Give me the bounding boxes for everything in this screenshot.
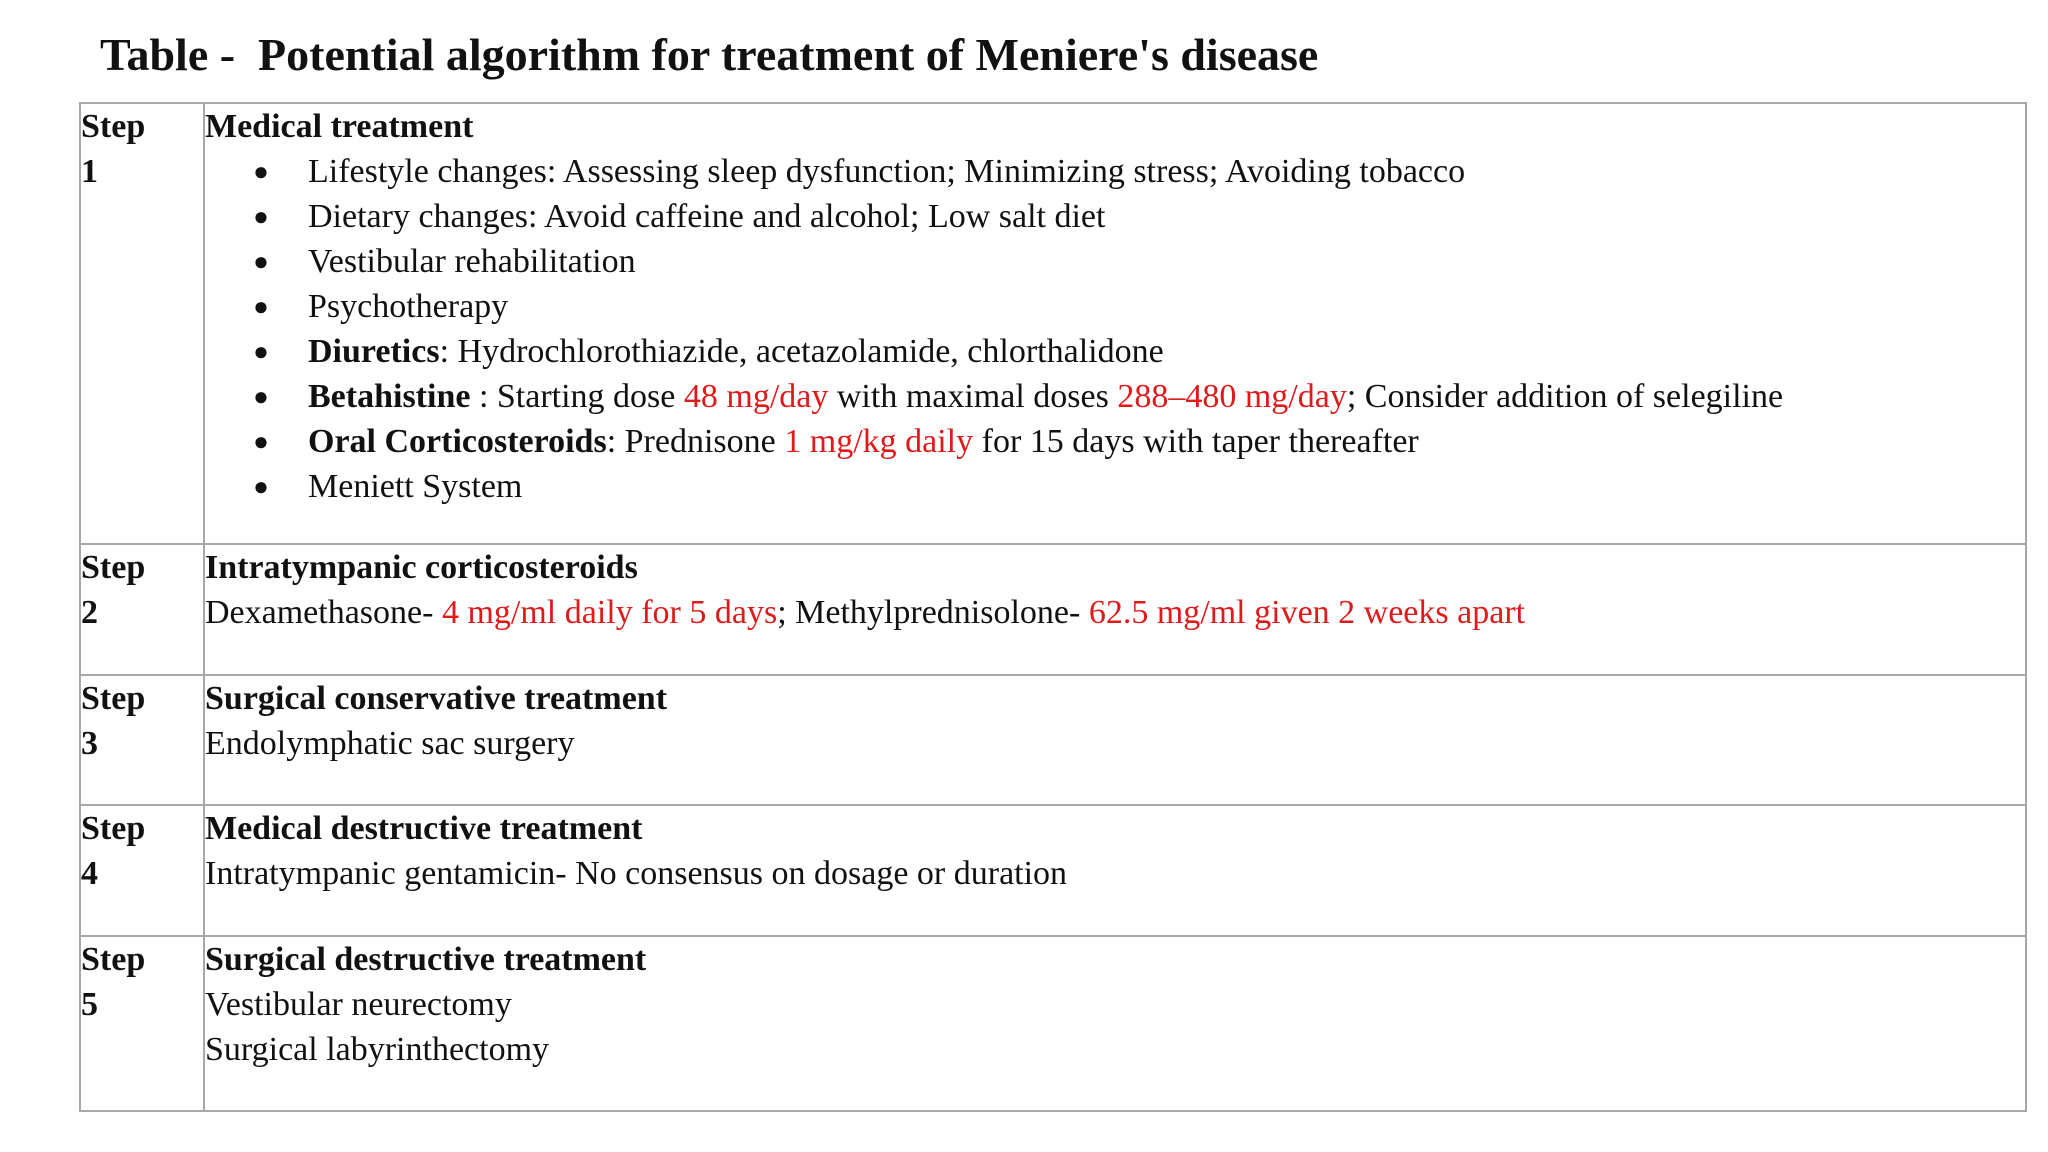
list-item	[205, 239, 2025, 284]
step-cell-5	[80, 936, 204, 1111]
bullet-icon: ●	[253, 292, 269, 321]
list-item-text: Dietary changes: Avoid caffeine and alcohol; Low salt diet	[308, 198, 1106, 235]
step-label: Step	[81, 108, 146, 145]
dose-highlight: 4 mg/ml daily for 5 days	[441, 594, 778, 631]
list-item-text: Meniett System	[308, 468, 523, 505]
line-text: ; Methylprednisolone-	[777, 594, 1089, 631]
bullet-list	[205, 149, 2025, 509]
treatment-line	[205, 590, 2025, 635]
treatment-line: Vestibular neurectomy	[205, 986, 512, 1023]
bullet-icon: ●	[253, 337, 269, 366]
step-number: 1	[81, 153, 98, 190]
dose-highlight: 48 mg/day	[683, 378, 829, 415]
list-item-text: : Starting dose	[470, 378, 684, 415]
step-label: Step	[81, 680, 146, 717]
bullet-icon: ●	[253, 247, 269, 276]
bullet-icon: ●	[253, 427, 269, 456]
step-number: 3	[81, 725, 98, 762]
treatment-line: Surgical labyrinthectomy	[205, 1031, 550, 1068]
list-item-text: Psychotherapy	[308, 288, 509, 325]
step-cell-3	[80, 675, 204, 805]
bullet-icon: ●	[253, 202, 269, 231]
list-item-text: for 15 days with taper thereafter	[973, 423, 1419, 460]
line-text: Dexamethasone-	[205, 594, 442, 631]
treatment-line: Endolymphatic sac surgery	[205, 725, 575, 762]
list-item	[205, 149, 2025, 194]
section-heading: Medical destructive treatment	[205, 810, 643, 847]
bullet-icon: ●	[253, 472, 269, 501]
list-item-text: Lifestyle changes: Assessing sleep dysfunction; Minimizing stress; Avoiding tobacco	[308, 153, 1466, 190]
step-label: Step	[81, 810, 146, 847]
content-cell-3	[204, 675, 2026, 805]
page-title: Table - Potential algorithm for treatment of Meniere's disease	[100, 29, 1319, 80]
table-row-step-4	[80, 805, 2026, 936]
step-cell-2	[80, 544, 204, 675]
step-number: 5	[81, 986, 98, 1023]
dose-highlight: 62.5 mg/ml given 2 weeks apart	[1088, 594, 1526, 631]
treatment-line: Intratympanic gentamicin- No consensus on dosage or duration	[205, 855, 1068, 892]
table-row-step-5	[80, 936, 2026, 1111]
list-item	[205, 464, 2025, 509]
list-item-text: Vestibular rehabilitation	[308, 243, 636, 280]
step-number: 2	[81, 594, 98, 631]
content-cell-1	[204, 103, 2026, 544]
section-heading: Surgical conservative treatment	[205, 680, 668, 717]
bullet-icon: ●	[253, 157, 269, 186]
step-label: Step	[81, 941, 146, 978]
list-item	[205, 374, 2025, 419]
list-item	[205, 419, 2025, 464]
treatment-algorithm-table	[79, 102, 2027, 1112]
list-item	[205, 194, 2025, 239]
list-item	[205, 284, 2025, 329]
step-label: Step	[81, 549, 146, 586]
content-cell-4	[204, 805, 2026, 936]
list-item-text: ; Consider addition of selegiline	[1346, 378, 1784, 415]
drug-class-label: Betahistine	[308, 378, 471, 415]
table-row-step-3	[80, 675, 2026, 805]
list-item	[205, 329, 2025, 374]
step-cell-4	[80, 805, 204, 936]
list-item-text: : Hydrochlorothiazide, acetazolamide, chlorthalidone	[439, 333, 1164, 370]
table-row-step-2	[80, 544, 2026, 675]
content-cell-5	[204, 936, 2026, 1111]
section-heading: Surgical destructive treatment	[205, 941, 647, 978]
dose-highlight: 288–480 mg/day	[1117, 378, 1347, 415]
section-heading: Intratympanic corticosteroids	[205, 549, 638, 586]
list-item-text: with maximal doses	[828, 378, 1118, 415]
drug-class-label: Diuretics	[308, 333, 440, 370]
content-cell-2	[204, 544, 2026, 675]
list-item-text: : Prednisone	[606, 423, 785, 460]
bullet-icon: ●	[253, 382, 269, 411]
step-number: 4	[81, 855, 98, 892]
dose-highlight: 1 mg/kg daily	[784, 423, 974, 460]
section-heading: Medical treatment	[205, 108, 474, 145]
drug-class-label: Oral Corticosteroids	[308, 423, 607, 460]
step-cell-1	[80, 103, 204, 544]
table-row-step-1	[80, 103, 2026, 544]
